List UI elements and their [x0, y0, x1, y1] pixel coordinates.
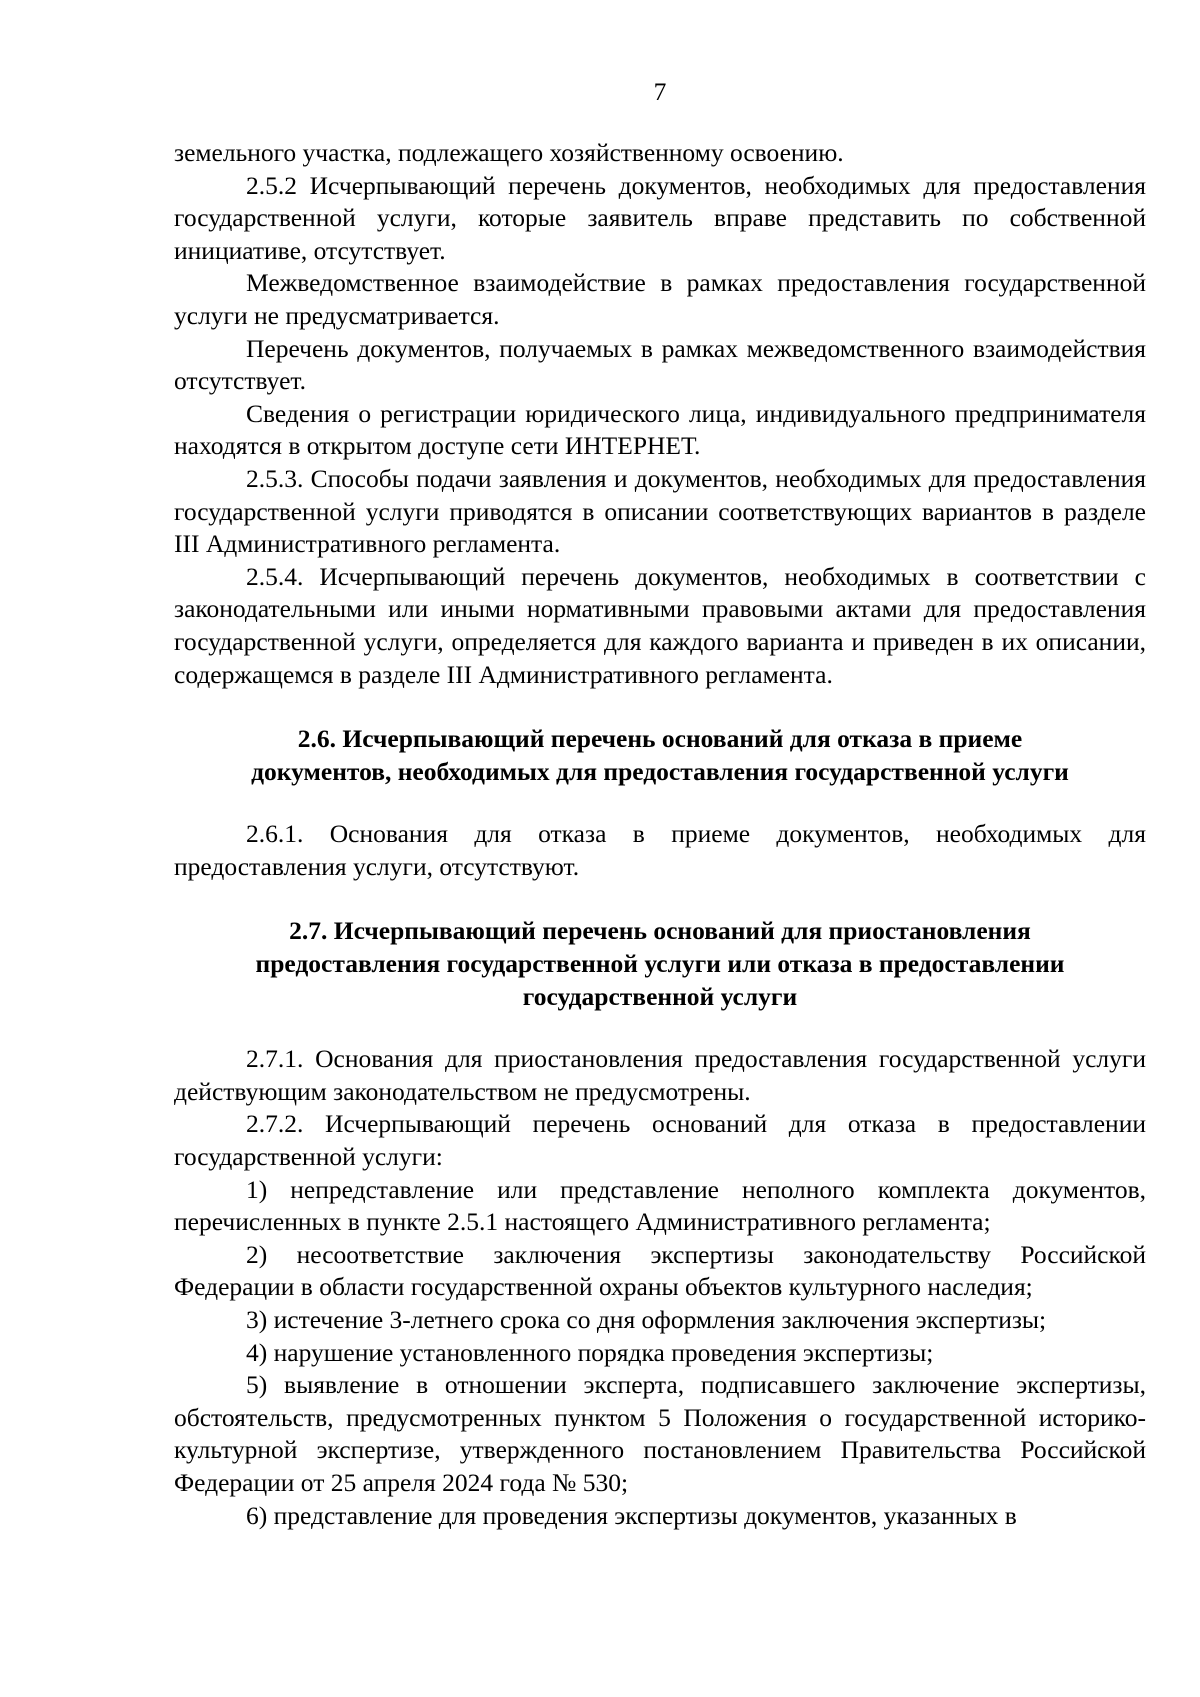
paragraph: Перечень документов, получаемых в рамках межведомственного взаимодействия отсутствует. [174, 333, 1146, 396]
paragraph: 2.7.1. Основания для приостановления предоставления государственной услуги действующим законодательством не предусмотрены. [174, 1044, 1146, 1106]
list-item: 5) выявление в отношении эксперта, подписавшего заключение экспертизы, обстоятельств, предусмотренных пунктом 5 Положения о государственной историко-культурной экспертизе, утвержденного постановлением Правительства Российской Федерации от 25 апреля 2024 года № 530; [174, 1370, 1146, 1497]
list-item: 4) нарушение установленного порядка проведения экспертизы; [246, 1337, 934, 1367]
paragraph: 2.5.3. Способы подачи заявления и документов, необходимых для предоставления государственной услуги приводятся в описании соответствующих вариантов в разделе III Административного регламента. [174, 463, 1146, 559]
heading-line: 2.7. Исчерпывающий перечень оснований для приостановления [289, 916, 1031, 946]
paragraph: 2.6.1. Основания для отказа в приеме документов, необходимых для предоставления услуги, отсутствуют. [174, 819, 1146, 881]
section-heading-2-6 [174, 723, 1146, 788]
list-item: 6) представление для проведения экспертизы документов, указанных в [246, 1500, 1017, 1530]
heading-line: документов, необходимых для предоставления государственной услуги [251, 756, 1069, 786]
section-heading-2-7 [174, 915, 1146, 1013]
paragraph: 2.7.2. Исчерпывающий перечень оснований для отказа в предоставлении государственной услуги: [174, 1109, 1146, 1172]
heading-line: 2.6. Исчерпывающий перечень оснований для отказа в приеме [297, 724, 1023, 754]
document-page [174, 72, 1146, 1532]
list-item: 3) истечение 3-летнего срока со дня оформления заключения экспертизы; [246, 1305, 1047, 1334]
heading-line: государственной услуги [522, 981, 798, 1011]
page-number: 7 [653, 77, 667, 106]
paragraph: земельного участка, подлежащего хозяйственному освоению. [174, 138, 844, 167]
paragraph: Сведения о регистрации юридического лица, индивидуального предпринимателя находятся в открытом доступе сети ИНТЕРНЕТ. [174, 398, 1146, 461]
paragraph: Межведомственное взаимодействие в рамках предоставления государственной услуги не предусматривается. [174, 268, 1146, 330]
heading-line: предоставления государственной услуги или отказа в предоставлении [255, 949, 1065, 979]
paragraph: 2.5.2 Исчерпывающий перечень документов, необходимых для предоставления государственной услуги, которые заявитель вправе представить по собственной инициативе, отсутствует. [174, 170, 1146, 265]
paragraph: 2.5.4. Исчерпывающий перечень документов, необходимых в соответствии с законодательными или иными нормативными правовыми актами для предоставления государственной услуги, определяется для каждого варианта и приведен в их описании, содержащемся в разделе III Административного регламента. [174, 561, 1146, 689]
list-item: 1) непредставление или представление неполного комплекта документов, перечисленных в пункте 2.5.1 настоящего Административного регламента; [174, 1174, 1146, 1237]
list-item: 2) несоответствие заключения экспертизы законодательству Российской Федерации в области государственной охраны объектов культурного наследия; [174, 1239, 1146, 1302]
